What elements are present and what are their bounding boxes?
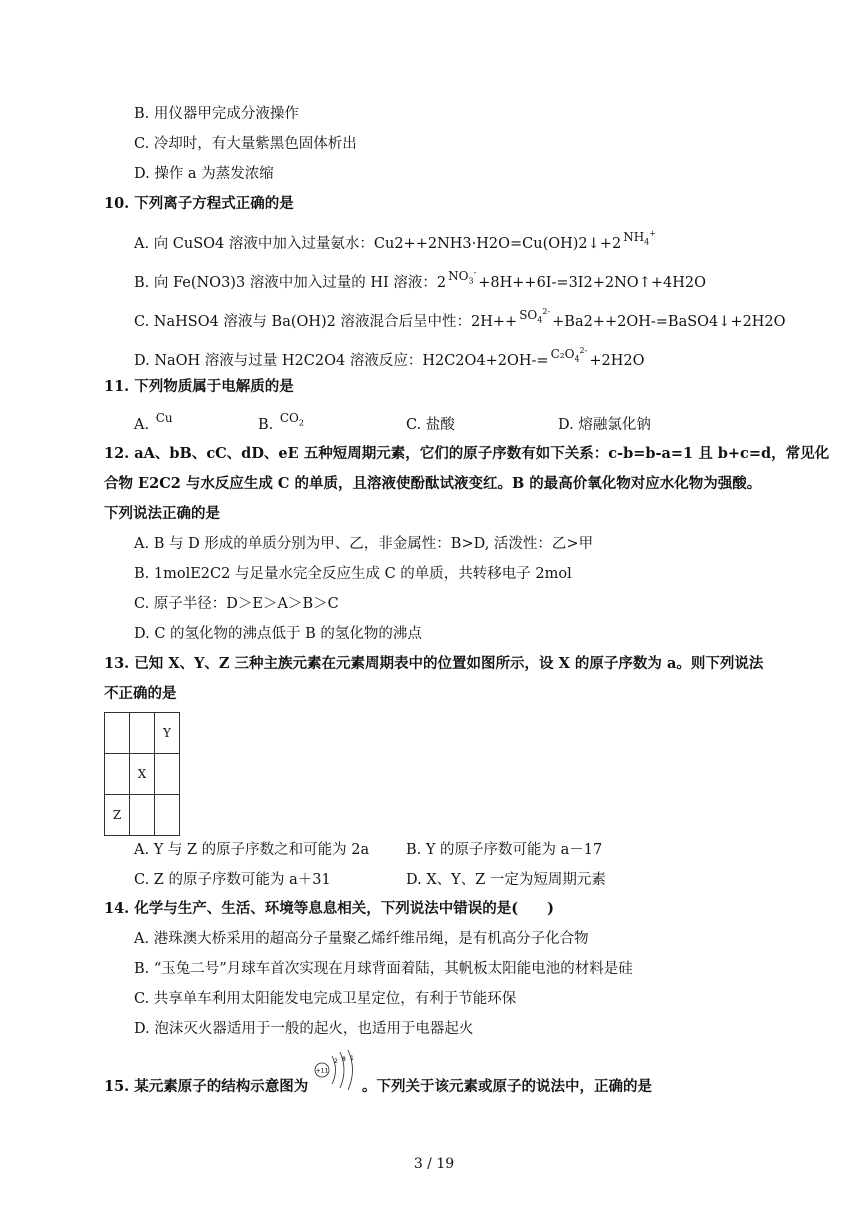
- table-cell: Z: [105, 795, 130, 836]
- q14-option-b: B. “玉兔二号”月球车首次实现在月球背面着陆，其帆板太阳能电池的材料是硅: [134, 961, 633, 977]
- table-cell: [155, 795, 180, 836]
- shell-count: 2: [334, 1058, 338, 1065]
- table-cell: X: [130, 754, 155, 795]
- q10-stem: 10. 下列离子方程式正确的是: [104, 195, 294, 212]
- q10-a-ion-sup: +: [649, 229, 656, 238]
- q11-option-c: C. 盐酸: [406, 417, 455, 433]
- q10-c-ion-sup: 2-: [542, 307, 551, 316]
- q10-d-text-post: +2H2O: [589, 353, 645, 369]
- q13-option-d: D. X、Y、Z 一定为短周期元素: [406, 872, 606, 888]
- q13-stem-line2: 不正确的是: [104, 685, 177, 702]
- q15-stem-post: 。下列关于该元素或原子的说法中，正确的是: [362, 1078, 652, 1095]
- q9-option-d: D. 操作 a 为蒸发浓缩: [134, 166, 274, 182]
- q11-option-a: [134, 411, 175, 435]
- table-cell: [130, 795, 155, 836]
- table-cell: [105, 713, 130, 754]
- q14-stem: 14. 化学与生产、生活、环境等息息相关，下列说法中错误的是( ): [104, 900, 554, 917]
- q12-stem-line3: 下列说法正确的是: [104, 505, 220, 522]
- q14-option-a: A. 港珠澳大桥采用的超高分子量聚乙烯纤维吊绳，是有机高分子化合物: [134, 931, 589, 947]
- q12-option-d: D. C 的氢化物的沸点低于 B 的氢化物的沸点: [134, 626, 422, 642]
- q10-a-ion: [623, 224, 656, 252]
- page-number: 3 / 19: [413, 1156, 455, 1172]
- q10-b-text-post: +8H++6I-=3I2+2NO↑+4H2O: [478, 275, 706, 291]
- shell-count: 8: [342, 1056, 346, 1063]
- q12-option-b: B. 1molE2C2 与足量水完全反应生成 C 的单质，共转移电子 2mol: [134, 566, 572, 582]
- q10-a-text: A. 向 CuSO4 溶液中加入过量氨水：Cu2++2NH3·H2O=Cu(OH)2↓+2: [134, 236, 622, 252]
- q11-stem: 11. 下列物质属于电解质的是: [104, 378, 294, 395]
- nucleus-charge: +11: [315, 1067, 329, 1075]
- shell-count: 1: [350, 1055, 354, 1062]
- q10-c-text-post: +Ba2++2OH-=BaSO4↓+2H2O: [552, 314, 786, 330]
- q15-stem-pre: 15. 某元素原子的结构示意图为: [104, 1078, 309, 1095]
- table-cell: Y: [155, 713, 180, 754]
- q11-a-value: Cu: [155, 411, 173, 425]
- q10-c-ion-sub: 4: [537, 315, 543, 325]
- q10-d-ion-sup: 2-: [579, 346, 588, 355]
- q10-option-d: [134, 348, 644, 376]
- q10-b-text: B. 向 Fe(NO3)3 溶液中加入过量的 HI 溶液：2: [134, 275, 447, 291]
- q10-d-ion-base: C₂O: [550, 347, 575, 361]
- q13-option-b: B. Y 的原子序数可能为 a－17: [406, 842, 603, 858]
- q11-b-label: B.: [258, 417, 274, 433]
- periodic-table-fragment: [104, 712, 180, 836]
- table-cell: [105, 754, 130, 795]
- q11-b-value: [280, 408, 304, 433]
- q12-stem-line1: 12. aA、bB、cC、dD、eE 五种短周期元素，它们的原子序数有如下关系：c-b=b-a=1 且 b+c=d，常见化: [104, 445, 830, 462]
- q10-a-ion-base: NH: [623, 230, 645, 244]
- q10-b-ion: [448, 263, 476, 291]
- q11-option-b: [258, 411, 306, 440]
- q12-option-c: C. 原子半径：D＞E＞A＞B＞C: [134, 596, 339, 612]
- table-row: [105, 795, 180, 836]
- q14-option-c: C. 共享单车利用太阳能发电完成卫星定位，有利于节能环保: [134, 991, 517, 1007]
- q10-c-text: C. NaHSO4 溶液与 Ba(OH)2 溶液混合后呈中性：2H++: [134, 314, 518, 330]
- q11-b-sub: 2: [298, 418, 304, 428]
- q10-c-ion-base: SO: [519, 308, 538, 322]
- q11-option-d: D. 熔融氯化钠: [558, 417, 651, 433]
- q10-b-ion-base: NO: [448, 269, 469, 283]
- q11-b-base: CO: [279, 411, 299, 425]
- table-row: [105, 754, 180, 795]
- q10-option-a: [134, 231, 658, 259]
- q14-option-d: D. 泡沫灭火器适用于一般的起火，也适用于电器起火: [134, 1021, 474, 1037]
- q10-b-ion-sub: 3: [468, 276, 474, 286]
- table-cell: [130, 713, 155, 754]
- q10-c-ion: [519, 302, 550, 330]
- q10-d-text: D. NaOH 溶液与过量 H2C2O4 溶液反应：H2C2O4+2OH-=: [134, 353, 549, 369]
- q13-option-a: A. Y 与 Z 的原子序数之和可能为 2a: [134, 842, 370, 858]
- q10-b-ion-sup: -: [473, 268, 477, 277]
- table-cell: [155, 754, 180, 795]
- q13-stem-line1: 13. 已知 X、Y、Z 三种主族元素在元素周期表中的位置如图所示，设 X 的原子序数为 a。则下列说法: [104, 655, 764, 672]
- q10-option-b: [134, 270, 706, 298]
- q13-option-c: C. Z 的原子序数可能为 a＋31: [134, 872, 331, 888]
- q9-option-b: B. 用仪器甲完成分液操作: [134, 106, 299, 122]
- q12-stem-line2: 合物 E2C2 与水反应生成 C 的单质，且溶液使酚酞试液变红。B 的最高价氧化物对应水化物为强酸。: [104, 475, 762, 492]
- q10-a-ion-sub: 4: [644, 237, 650, 247]
- q10-d-ion-sub: 4: [574, 354, 580, 364]
- q9-option-c: C. 冷却时，有大量紫黑色固体析出: [134, 136, 357, 152]
- q10-option-c: [134, 309, 786, 337]
- q10-d-ion: [551, 341, 588, 369]
- q12-option-a: A. B 与 D 形成的单质分别为甲、乙，非金属性：B>D, 活泼性：乙>甲: [134, 536, 594, 552]
- table-row: [105, 713, 180, 754]
- atomic-structure-diagram: [312, 1048, 360, 1092]
- q11-a-label: A.: [134, 417, 150, 433]
